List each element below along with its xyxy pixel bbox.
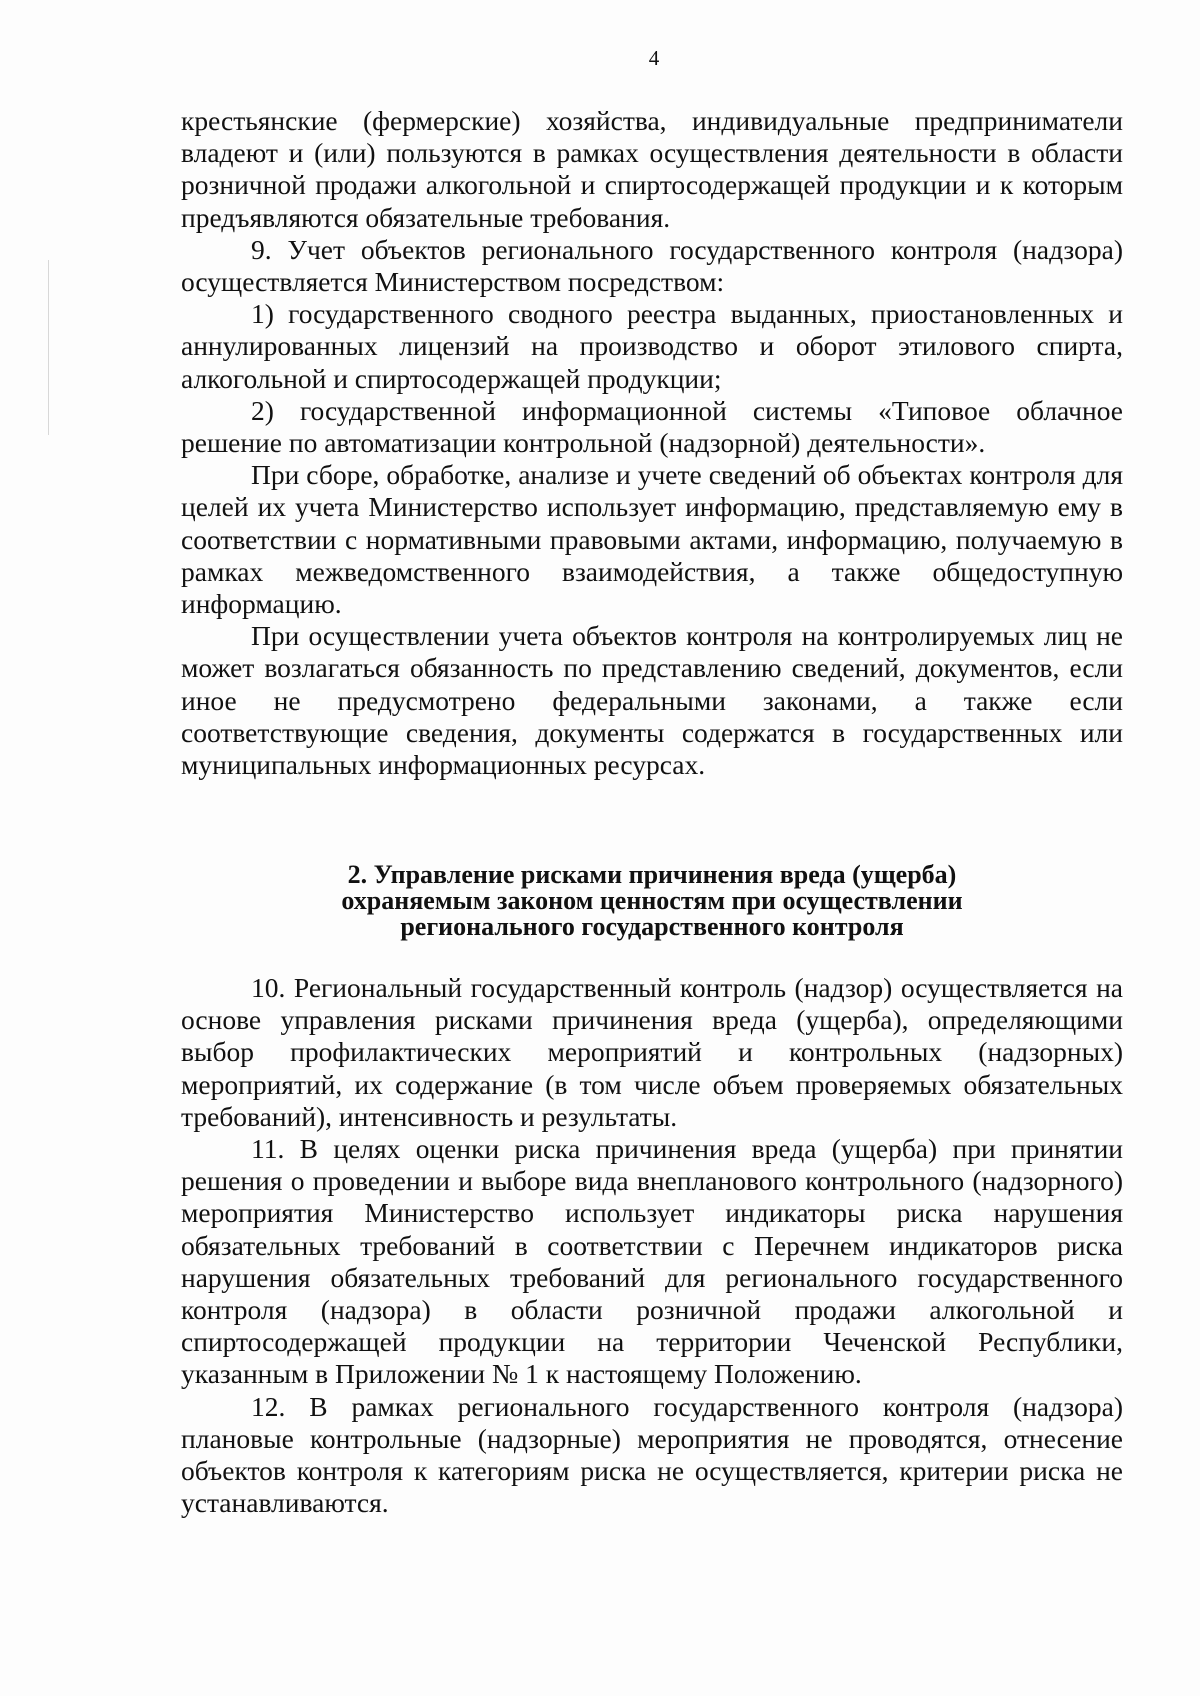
paragraph-continuation: крестьянские (фермерские) хозяйства, индивидуальные предприниматели владеют и (или) пользуются в рамках осуществления деятельности в области розничной продажи алкогольной и спиртосодержащей продукции и к которым предъявляются обязательные требования. [181,105,1123,233]
section-heading-line-1: 2. Управление рисками причинения вреда (ущерба) [347,860,957,889]
paragraph-9-collection: При сборе, обработке, анализе и учете сведений об объектах контроля для целей их учета Министерство использует информацию, представляемую ему в соответствии с нормативными правовыми актами, информацию, получаемую в рамках межведомственного взаимодействия, а также общедоступную информацию. [181,459,1123,620]
section-heading [181,862,1123,940]
paragraph-9-obligations: При осуществлении учета объектов контроля на контролируемых лиц не может возлагаться обязанность по представлению сведений, документов, если иное не предусмотрено федеральными законами, а также если соответствующие сведения, документы содержатся в государственных или муниципальных информационных ресурсах. [181,620,1123,781]
section-heading-line-2: охраняемым законом ценностям при осуществлении [341,886,963,915]
paragraph-9-item-2: 2) государственной информационной системы «Типовое облачное решение по автоматизации контрольной (надзорной) деятельности». [181,394,1123,459]
body-text-bottom [181,972,1123,1519]
paragraph-10: 10. Региональный государственный контроль (надзор) осуществляется на основе управления рисками причинения вреда (ущерба), определяющими выбор профилактических мероприятий и контрольных (надзорных) мероприятий, их содержание (в том числе объем проверяемых обязательных требований), интенсивность и результаты. [181,972,1123,1132]
section-heading-line-3: регионального государственного контроля [400,912,904,941]
page-number: 4 [648,46,660,70]
paragraph-9: 9. Учет объектов регионального государственного контроля (надзора) осуществляется Министерством посредством: [181,233,1123,298]
paragraph-11: 11. В целях оценки риска причинения вреда (ущерба) при принятии решения о проведении и выборе вида внепланового контрольного (надзорного) мероприятия Министерство использует индикаторы риска нарушения обязательных требований в соответствии с Перечнем индикаторов риска нарушения обязательных требований для регионального государственного контроля (надзора) в области розничной продажи алкогольной и спиртосодержащей продукции на территории Чеченской Республики, указанным в Приложении № 1 к настоящему Положению. [181,1133,1123,1390]
body-text-top [181,105,1123,781]
paragraph-9-item-1: 1) государственного сводного реестра выданных, приостановленных и аннулированных лицензий на производство и оборот этилового спирта, алкогольной и спиртосодержащей продукции; [181,298,1123,394]
scan-margin-line [48,260,49,435]
paragraph-12: 12. В рамках регионального государственного контроля (надзора) плановые контрольные (надзорные) мероприятия не проводятся, отнесение объектов контроля к категориям риска не осуществляется, критерии риска не устанавливаются. [181,1390,1123,1519]
